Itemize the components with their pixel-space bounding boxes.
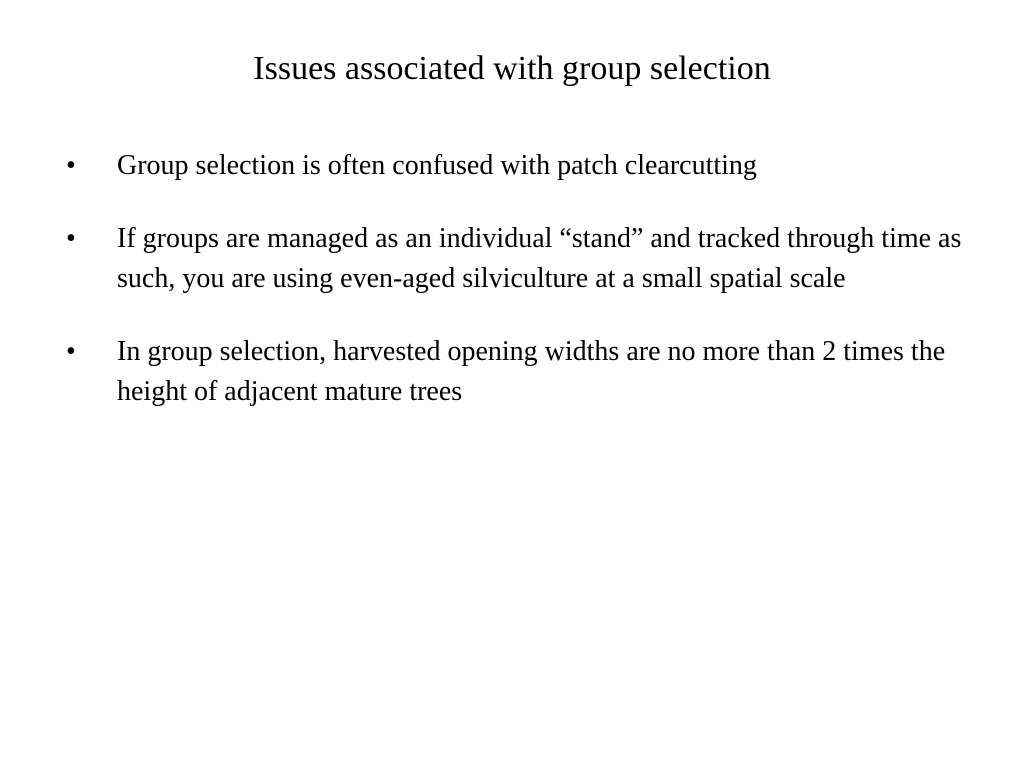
bullet-icon: • (66, 223, 76, 254)
list-item (66, 332, 966, 412)
bullet-icon: • (66, 336, 76, 367)
bullet-text: If groups are managed as an individual “stand” and tracked through time as such, you are using even-aged silviculture at a small spatial scale (117, 223, 962, 294)
bullet-text: In group selection, harvested opening widths are no more than 2 times the height of adjacent mature trees (117, 336, 946, 407)
bullet-icon: • (66, 150, 76, 181)
bullet-list (66, 146, 966, 445)
bullet-text: Group selection is often confused with patch clearcutting (117, 150, 757, 181)
list-item (66, 146, 966, 186)
list-item (66, 219, 966, 299)
slide-title: Issues associated with group selection (253, 50, 771, 87)
